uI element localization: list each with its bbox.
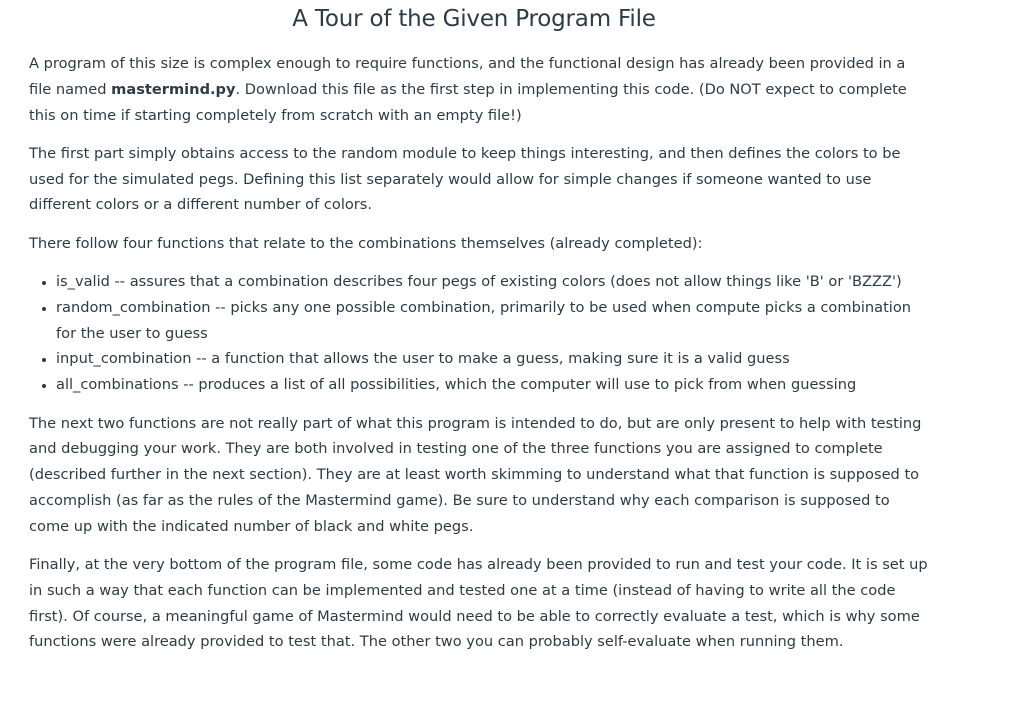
functions-list [29, 269, 929, 398]
filename-mastermind: mastermind.py [111, 80, 236, 98]
page-title: A Tour of the Given Program File [292, 6, 656, 32]
paragraph-testing: The next two functions are not really part of what this program is intended to do, but are only present to help with testing and debugging your work. They are both involved in testing one of the three functions you are assigned to complete (described further in the next section). They are at least worth skimming to understand what that function is supposed to accomplish (as far as the rules of the Mastermind game). Be sure to understand why each comparison is supposed to come up with the indicated number of black and white pegs. [29, 414, 922, 535]
paragraph-intro-text-before: A program of this size is complex enough to require functions, and the functional design has already been provided in a file named [29, 55, 906, 98]
list-item-is-valid: • is_valid -- assures that a combination describes four pegs of existing colors (does not allow things like 'B' or 'BZZZ') [56, 269, 929, 295]
document-body [29, 51, 929, 668]
list-item-random-combination: • random_combination -- picks any one possible combination, primarily to be used when compute picks a combination for the user to guess [56, 295, 929, 347]
paragraph-functions-intro: There follow four functions that relate to the combinations themselves (already completed): [29, 234, 703, 252]
paragraph-colors: The first part simply obtains access to the random module to keep things interesting, and then defines the colors to be used for the simulated pegs. Defining this list separately would allow for simple changes if someone wanted to use different colors or a different number of colors. [29, 144, 901, 214]
paragraph-finally: Finally, at the very bottom of the program file, some code has already been provided to run and test your code. It is set up in such a way that each function can be implemented and tested one at a time (instead of having to write all the code first). Of course, a meaningful game of Mastermind would need to be able to correctly evaluate a test, which is why some functions were already provided to test that. The other two you can probably self-evaluate when running them. [29, 556, 928, 651]
list-item-all-combinations: • all_combinations -- produces a list of all possibilities, which the computer will use to pick from when guessing [56, 372, 929, 398]
paragraph-intro-text-after: . Download this file as the first step in implementing this code. (Do NOT expect to complete this on time if starting completely from scratch with an empty file!) [29, 80, 907, 124]
paragraph-intro [29, 51, 929, 128]
list-item-input-combination: • input_combination -- a function that allows the user to make a guess, making sure it is a valid guess [56, 346, 929, 372]
